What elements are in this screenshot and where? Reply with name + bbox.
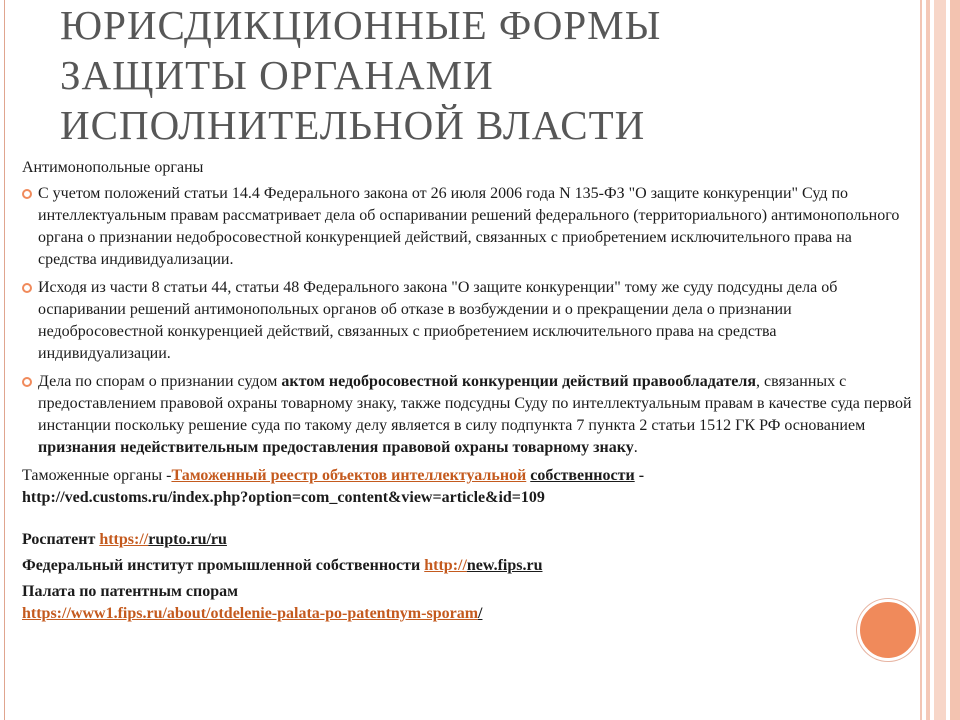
rospatent-line [22,529,912,551]
bullet-text-2: Исходя из части 8 статьи 44, статьи 48 Федерального закона "О защите конкуренции" тому же суду подсудны дела об оспаривании решений антимонопольных органов об отказе в возбуждении и о прекращении дела о признании недобросовестной конкуренцией действий, связанных с приобретением исключительного права на средства индивидуализации. [38,279,838,362]
bullet3-end: . [633,439,638,456]
bullet-item [22,183,912,271]
stripe [950,0,960,720]
frame-left-line [4,0,5,720]
bullet-item [22,277,912,365]
bullet-circle-icon [22,189,32,199]
fips-link[interactable]: http:// [424,557,467,574]
customs-line [22,465,912,487]
customs-registry-link[interactable]: Таможенный реестр объектов интеллектуальной [171,467,527,484]
rospatent-link[interactable]: https:// [99,531,149,548]
slide-body [22,157,912,625]
bullet-text-3 [38,371,912,459]
stripe [934,0,946,720]
rospatent-link-end[interactable]: rupto.ru/ru [148,531,227,548]
customs-dash: - [634,467,645,484]
bullet-circle-icon [22,283,32,293]
bullet-text-1: С учетом положений статьи 14.4 Федерального закона от 26 июля 2006 года N 135-ФЗ "О защите конкуренции" Суд по интеллектуальным правам рассматривает дела об оспаривании решений федерального (территориального) антимонопольного органа о признании недобросовестной конкуренцией действий, связанных с приобретением исключительного права на средства индивидуализации. [38,185,900,268]
slide-title [60,0,880,150]
fips-label: Федеральный институт промышленной собственности [22,557,425,574]
chamber-link-line [22,603,912,625]
chamber-label: Палата по патентным спорам [22,583,238,600]
bullet-circle-icon [22,377,32,387]
fips-link-end[interactable]: new.fips.ru [466,557,543,574]
bullet3-bold1: актом недобросовестной конкуренции действий правообладателя [281,373,757,390]
title-line-2: ЗАЩИТЫ ОРГАНАМИ [60,52,494,98]
chamber-link-end[interactable]: / [478,605,483,622]
bullet-item [22,371,912,459]
section-antimonopoly-label: Антимонопольные органы [22,159,204,176]
spacer [22,509,912,529]
chamber-link[interactable]: https://www1.fips.ru/about/otdelenie-palata-po-patentnym-sporam [22,605,479,622]
fips-line [22,555,912,577]
stripe [920,0,922,720]
title-line-3: ИСПОЛНИТЕЛЬНОЙ ВЛАСТИ [60,102,646,148]
title-line-1: ЮРИСДИКЦИОННЫЕ ФОРМЫ [60,2,662,48]
bullet3-part2: , связанных с предоставлением правовой охраны товарному знаку, также подсудны Суду по интеллектуальным правам в качестве суда первой инстанции поскольку решение суда по такому делу является в силу подпункта 7 пункта 2 статьи 1512 ГК РФ основанием [38,373,912,434]
bullet3-part1: Дела по спорам о признании судом [38,373,282,390]
customs-label: Таможенные органы - [22,467,172,484]
rospatent-label: Роспатент [22,531,100,548]
decorative-orange-circle [857,599,919,661]
customs-registry-link-end[interactable]: собственности [530,467,635,484]
decorative-stripes [920,0,960,720]
customs-url: http://ved.customs.ru/index.php?option=com_content&view=article&id=109 [22,489,545,506]
stripe [926,0,930,720]
bullet3-bold2: признания недействительным предоставления правовой охраны товарному знаку [38,439,634,456]
